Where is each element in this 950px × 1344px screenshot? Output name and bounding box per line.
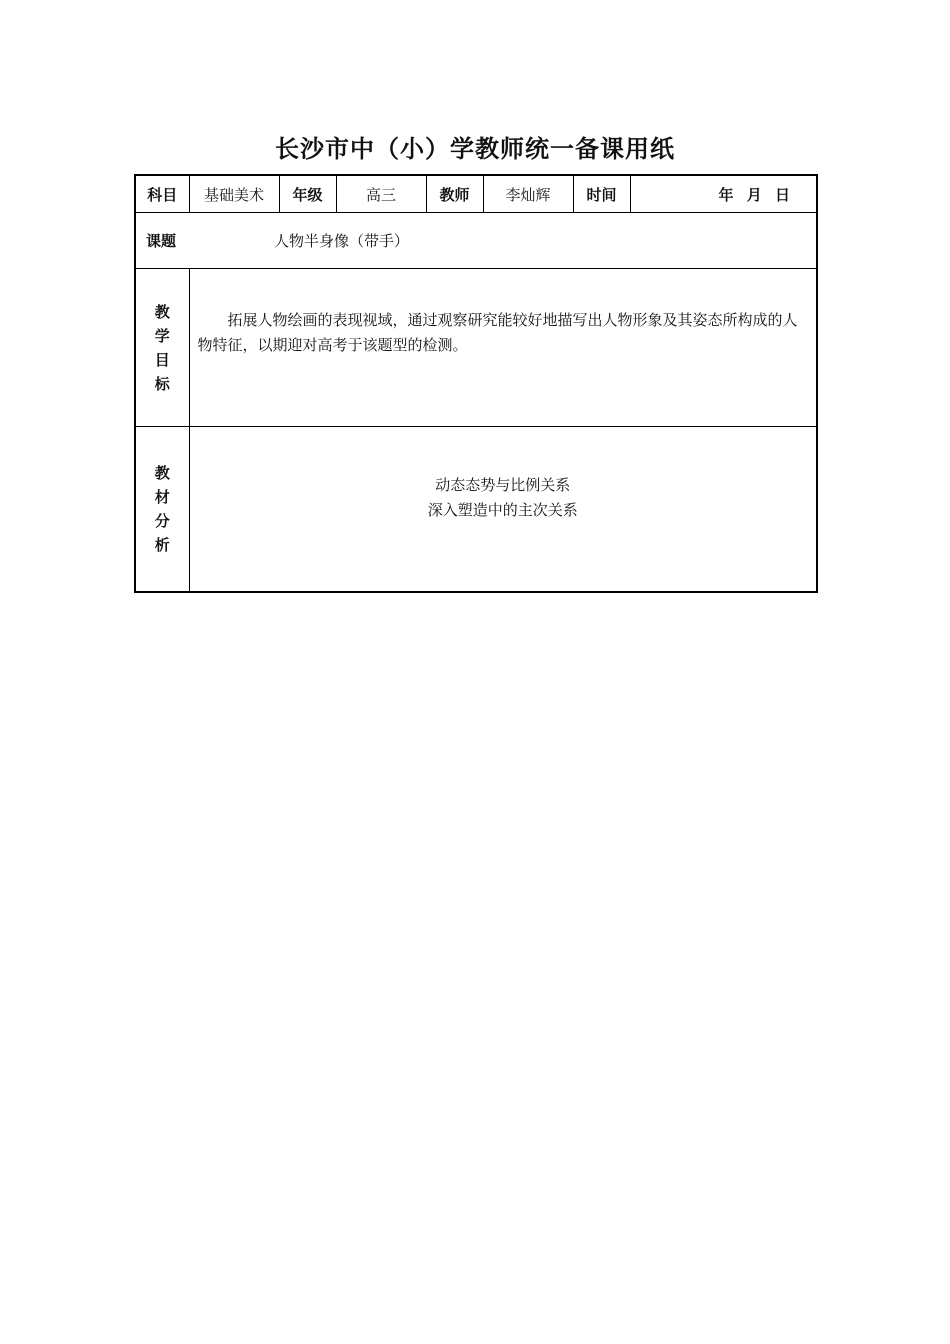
header-row [135,175,817,213]
goals-row [135,269,817,427]
goals-label-char: 标 [154,374,170,393]
subject-label: 科目 [135,175,189,213]
analysis-label [135,427,189,593]
analysis-label-char: 析 [154,536,170,554]
goals-label-char: 学 [154,326,170,345]
teacher-value: 李灿辉 [483,175,573,213]
analysis-label-char: 教 [154,464,170,482]
goals-label-char: 教 [154,302,170,321]
analysis-row [135,427,817,593]
time-label: 时间 [573,175,630,213]
analysis-line: 深入塑造中的主次关系 [427,501,578,519]
goals-content [189,269,817,427]
analysis-label-char: 分 [154,512,170,530]
time-value: 年 月 日 [630,175,817,213]
analysis-line: 动态态势与比例关系 [435,476,571,494]
subject-value: 基础美术 [189,175,279,213]
topic-label: 课题 [146,232,177,250]
topic-value: 人物半身像（带手） [274,232,410,250]
goals-label [135,269,189,427]
analysis-label-char: 材 [154,488,170,506]
teacher-label: 教师 [426,175,483,213]
page-title: 长沙市中（小）学教师统一备课用纸 [275,135,675,163]
topic-cell [135,213,817,269]
analysis-content [189,427,817,593]
grade-label: 年级 [279,175,336,213]
goals-label-char: 目 [154,350,170,369]
goals-text: 拓展人物绘画的表现视域，通过观察研究能较好地描写出人物形象及其姿态所构成的人物特征，以期迎对高考于该题型的检测。 [197,310,798,354]
grade-value: 高三 [336,175,426,213]
lesson-plan-table [134,174,818,593]
topic-row [135,213,817,269]
